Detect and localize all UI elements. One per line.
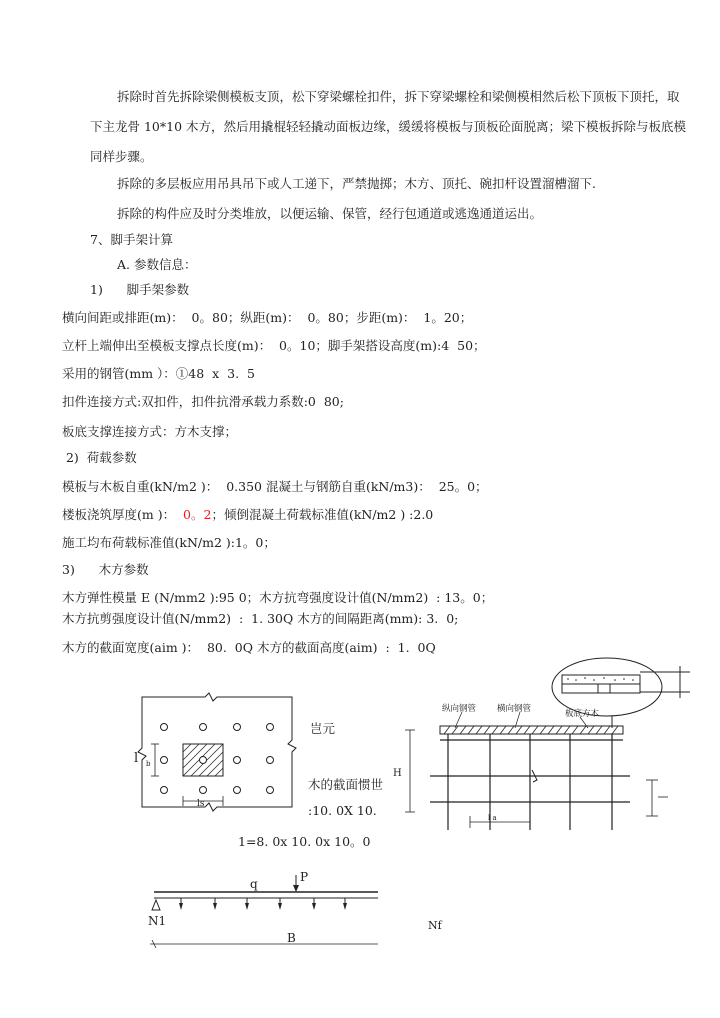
label-ls: ls bbox=[197, 799, 205, 809]
label-top: 岂元 bbox=[310, 721, 336, 736]
scaffold-param-3: 采用的钢管(mm ）：①48 x 3. 5 bbox=[62, 366, 255, 381]
paragraph-1-line-1: 拆除时首先拆除梁侧模板支顶，松下穿梁螺栓扣件，拆下穿梁螺栓和梁侧模相然后松下顶板下顶托，取 bbox=[117, 89, 680, 104]
section-heading: 7、脚手架计算 bbox=[90, 232, 173, 247]
label-la: l a bbox=[488, 814, 497, 822]
load-param-2-rest: ；倾倒混凝土荷载标准值(kN/m2 ) :2.0 bbox=[211, 507, 434, 522]
label-wood: 板底方木 bbox=[565, 709, 600, 719]
label-h: H bbox=[393, 768, 402, 779]
inertia-line-2: :10. 0X 10. bbox=[308, 803, 377, 818]
item-2-heading: 2) 荷载参数 bbox=[62, 450, 137, 465]
paragraph-1-line-3: 同样步骤。 bbox=[90, 149, 153, 164]
item-1-heading: 1) 脚手架参数 bbox=[90, 282, 190, 297]
scaffold-param-1: 横向间距或排距(m)： 0。80；纵距(m)： 0。80；步距(m)： 1。20； bbox=[62, 310, 473, 325]
scaffold-param-4: 扣件连接方式:双扣件，扣件抗滑承载力系数:0 80; bbox=[62, 394, 344, 409]
paragraph-3: 拆除的构件应及时分类堆放，以便运输、保管，经行包通道或逃逸通道运出。 bbox=[117, 206, 543, 221]
wood-param-2: 木方抗剪强度设计值(N/mm2) : 1. 30Q 木方的间隔距离(mm): 3. 0; bbox=[62, 611, 459, 626]
scaffold-param-2: 立杆上端伸出至模板支撑点长度(m)： 0。10；脚手架搭设高度(m):4 50； bbox=[62, 338, 486, 353]
inertia-line-1: 木的截面惯世 bbox=[308, 777, 384, 792]
label-n1: N1 bbox=[148, 914, 167, 928]
slab-thickness-value: 0。2 bbox=[183, 507, 212, 522]
label-l: l bbox=[134, 751, 139, 766]
item-3-heading: 3) 木方参数 bbox=[62, 562, 149, 577]
load-param-1: 模板与木板自重(kN/m2 )： 0.350 混凝土与钢筋自重(kN/m3)： 25。0； bbox=[62, 479, 488, 494]
label-trans-pipe: 横向钢管 bbox=[497, 704, 532, 714]
label-q: q bbox=[250, 877, 258, 891]
label-b: b bbox=[146, 760, 151, 768]
load-param-3: 施工均布荷载标准值(kN/m2 ):1。0； bbox=[62, 535, 276, 550]
wood-param-3: 木方的截面宽度(aim )： 80. 0Q 木方的截面高度(aim) : 1. 0Q bbox=[62, 640, 436, 655]
label-nf: Nf bbox=[428, 919, 442, 932]
paragraph-2: 拆除的多层板应用吊具吊下或人工递下，严禁抛掷；木方、顶托、碗扣杆设置溜槽溜下. bbox=[117, 176, 596, 191]
label-p: P bbox=[300, 870, 309, 884]
wood-param-1: 木方弹性模量 E (N/mm2 ):95 0；木方抗弯强度设计值(N/mm2) : 13。0； bbox=[62, 590, 494, 605]
inertia-formula: 1=8. 0x 10. 0x 10。0 bbox=[238, 834, 371, 849]
label-long-pipe: 纵向钢管 bbox=[442, 704, 477, 714]
label-b: B bbox=[287, 931, 296, 945]
subsection-a: A. 参数信息： bbox=[117, 257, 197, 272]
paragraph-1-line-2: 下主龙骨 10*10 木方，然后用撬棍轻轻撬动面板边缘，缓缓将模板与顶板砼面脱离；梁下模板拆除与板底模 bbox=[90, 119, 687, 134]
load-param-2-label: 楼板浇筑厚度(m )： bbox=[62, 507, 184, 522]
scaffold-param-5: 板底支撑连接方式：方木支撑； bbox=[62, 424, 238, 439]
